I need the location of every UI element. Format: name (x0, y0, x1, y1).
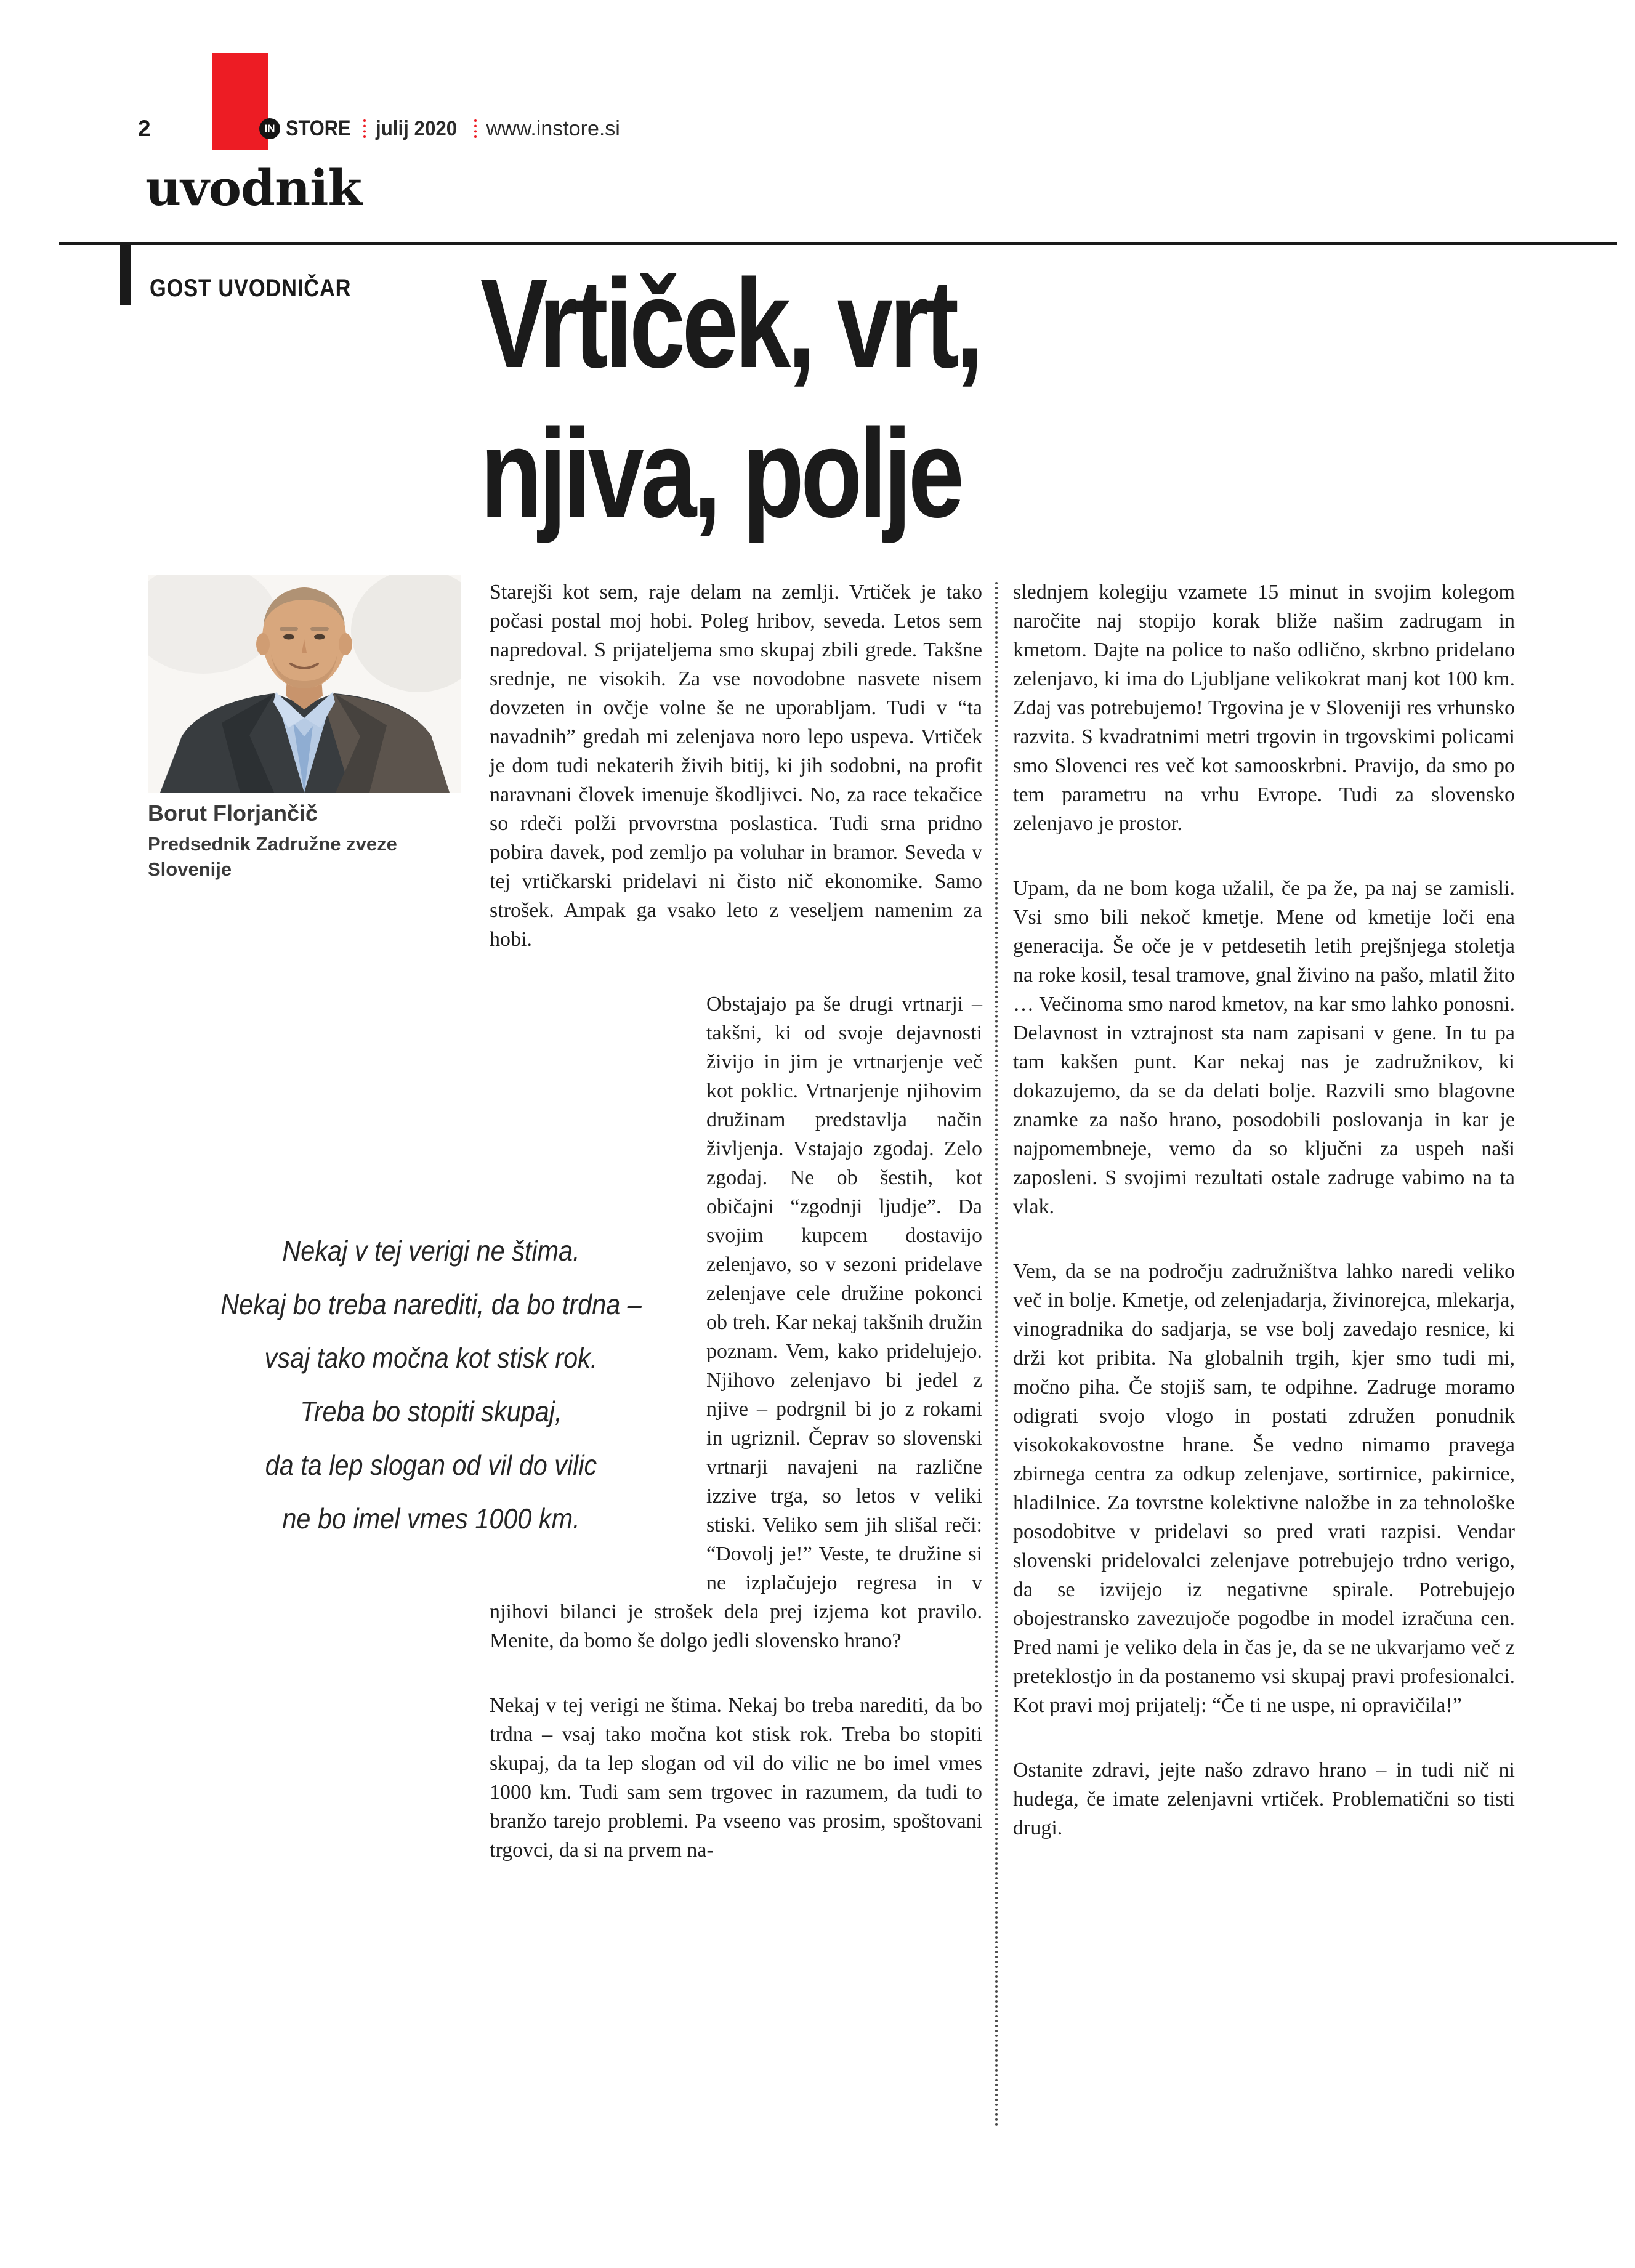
author-role-line1: Predsednik Zadružne zveze (148, 833, 397, 855)
article-title (480, 249, 980, 548)
author-role-line2: Slovenije (148, 858, 232, 880)
in-badge-icon: IN (259, 118, 280, 139)
body-column-middle (490, 578, 982, 1900)
portrait-illustration (148, 575, 461, 793)
pull-quote-wrap-spacer (490, 990, 706, 1590)
paragraph: Nekaj v tej verigi ne štima. Nekaj bo treba narediti, da bo trdna – vsaj tako močna kot stisk rok. Treba bo stopiti skupaj, da ta lep slogan od vil do vilic ne bo imel vmes 1000 km. Tudi sam sem trgovec in razumem, da tudi to branžo tarejo problemi. Pa vseeno vas prosim, spoštovani trgovci, da si na prvem na- (490, 1694, 982, 1862)
quote-line: Nekaj bo treba narediti, da bo trdna – (220, 1288, 642, 1320)
author-role (148, 831, 468, 882)
section-title: uvodnik (145, 159, 361, 217)
quote-line: ne bo imel vmes 1000 km. (282, 1503, 580, 1535)
section-rule (59, 242, 1617, 245)
red-dotted-separator-icon (474, 119, 477, 138)
kicker: GOST UVODNIČAR (150, 275, 352, 302)
paragraph-text: Obstajajo pa še drugi vrtnarji – takšni, ki od svoje dejavnosti živijo in jim je vrtnarjenje več kot poklic. Vrtnarjenje njihovim družinam predstavlja način življenja. Vstajajo zgodaj. Zelo zgodaj. Ne ob šestih, kot običajni “zgodnji ljudje”. Da svojim kupcem dostavijo zelenjavo, so v sezoni pridelave zelenjave cele družine pokonci ob treh. Kar nekaj takšnih družin poznam. Vem, kako pridelujejo. Njihovo zelenjavo bi jedel z njive – podrgnil bi jo z rokami in ugriznil. Čeprav so slovenski vrtnarji navajeni na različne izzive trga, so letos v veliki stiski. Veliko sem jih slišal reči: “Dovolj je!” Veste, te družine si ne izplačujejo regresa in v njihovi bilanci je strošek dela prej izjema kot pravilo. Menite, da bomo še dolgo jedli slovensko hrano? (490, 993, 982, 1652)
red-dotted-separator-icon (363, 119, 366, 138)
paragraph: Ostanite zdravi, jejte našo zdravo hrano – in tudi nič ni hudega, če imate zelenjavni vrtiček. Problematični so tisti drugi. (1013, 1759, 1515, 1839)
paragraph: Starejši kot sem, raje delam na zemlji. Vrtiček je tako počasi postal moj hobi. Poleg hribov, seveda. Letos sem napredoval. S prijateljema smo skupaj zbili grede. Takšne srednje, ne visokih. Za vse novodobne nasvete nisem dovzeten in ovčje volne še ne uporabljam. Tudi v “ta navadnih” gredah mi zelenjava noro lepo uspeva. Vrtiček je dom tudi nekaterih živih bitij, ki jih sodobni, na profit naravnani človek imenuje škodljivci. No, za race tekačice so rdeči polži prvovrstna poslastica. Tudi srna pridno pobira davek, pod zemljo pa voluhar in bramor. Seveda v tej vrtičkarski pridelavi ni čisto nič ekonomike. Samo strošek. Ampak ga vsako leto z veseljem namenim za hobi. (490, 581, 982, 951)
article-title-line1: Vrtiček, vrt, (480, 253, 980, 394)
quote-line: da ta lep slogan od vil do vilic (265, 1449, 597, 1481)
brand-store: STORE (286, 116, 351, 140)
masthead (259, 117, 620, 140)
quote-line: Nekaj v tej verigi ne štima. (282, 1235, 580, 1267)
author-name: Borut Florjančič (148, 801, 318, 826)
paragraph: Vem, da se na področju zadružništva lahko naredi veliko več in bolje. Kmetje, od zelenjadarja, živinorejca, mlekarja, vinogradnika do sadjarja, se vse bolj zavedajo resnice, ki drži kot pribita. Na globalnih trgih, kjer smo tudi mi, močno piha. Če stojiš sam, te odpihne. Zadruge moramo odigrati svojo vlogo in postati združen ponudnik visokokakovostne hrane. Še vedno nimamo pravega zbirnega centra za odkup zelenjave, sortirnice, pakirnice, hladilnice. Za tovrstne kolektivne naložbe in za tehnološke posodobitve v pridelavi so pred vrati razpisi. Vendar slovenski pridelovalci zelenjave potrebujejo trdno verigo, da se izvijejo iz negativne spirale. Potrebujejo obojestransko zavezujoče pogodbe in model izračuna cen. Pred nami je veliko dela in čas je, da se ne ukvarjamo več z preteklostjo in da postanemo vsi skupaj pravi profesionalci. Kot pravi moj prijatelj: “Če ti ne uspe, ni opravičila!” (1013, 1260, 1515, 1717)
quote-line: Treba bo stopiti skupaj, (300, 1395, 562, 1427)
issue-date: julij 2020 (375, 116, 458, 140)
quote-line: vsaj tako močna kot stisk rok. (264, 1342, 598, 1374)
article-title-line2: njiva, polje (480, 403, 961, 544)
column-divider-dotted-rule (995, 582, 998, 2128)
author-photo (148, 575, 461, 793)
paragraph (490, 990, 982, 1655)
paragraph: Upam, da ne bom koga užalil, če pa že, pa naj se zamisli. Vsi smo bili nekoč kmetje. Mene od kmetije loči ena generacija. Še oče je v petdesetih letih prejšnjega stoletja na roke kosil, tesal tramove, gnal živino na pašo, mlatil žito … Večinoma smo narod kmetov, na kar smo lahko ponosni. Delavnost in vztrajnost sta nam zapisani v gene. In tu pa tam kakšen punt. Kar nekaj nas je zadružnikov, ki dokazujemo, da se da delati bolje. Razvili smo blagovne znamke za našo hrano, posodobili poslovanja in kar je najpomembneje, vemo da so ključni za uspeh naši zaposleni. S svojimi rezultati ostale zadruge vabimo na ta vlak. (1013, 877, 1515, 1218)
paragraph: slednjem kolegiju vzamete 15 minut in svojim kolegom naročite naj stopijo korak bliže našim zadrugam in kmetom. Dajte na police to našo odlično, skrbno pridelano zelenjavo, ki ima do Ljubljane velikokrat manj kot 100 km. Zdaj vas potrebujemo! Trgovina je v Sloveniji res vrhunsko razvita. S kvadratnimi metri trgovin in trgovskimi policami smo Slovenci res več kot samooskrbni. Pravijo, da smo po tem parametru na vrhu Evrope. Tudi za slovensko zelenjavo je prostor. (1013, 581, 1515, 835)
body-column-right (1013, 578, 1515, 1878)
kicker-bar (120, 242, 131, 305)
site-url: www.instore.si (486, 116, 620, 140)
page-number: 2 (138, 116, 151, 141)
